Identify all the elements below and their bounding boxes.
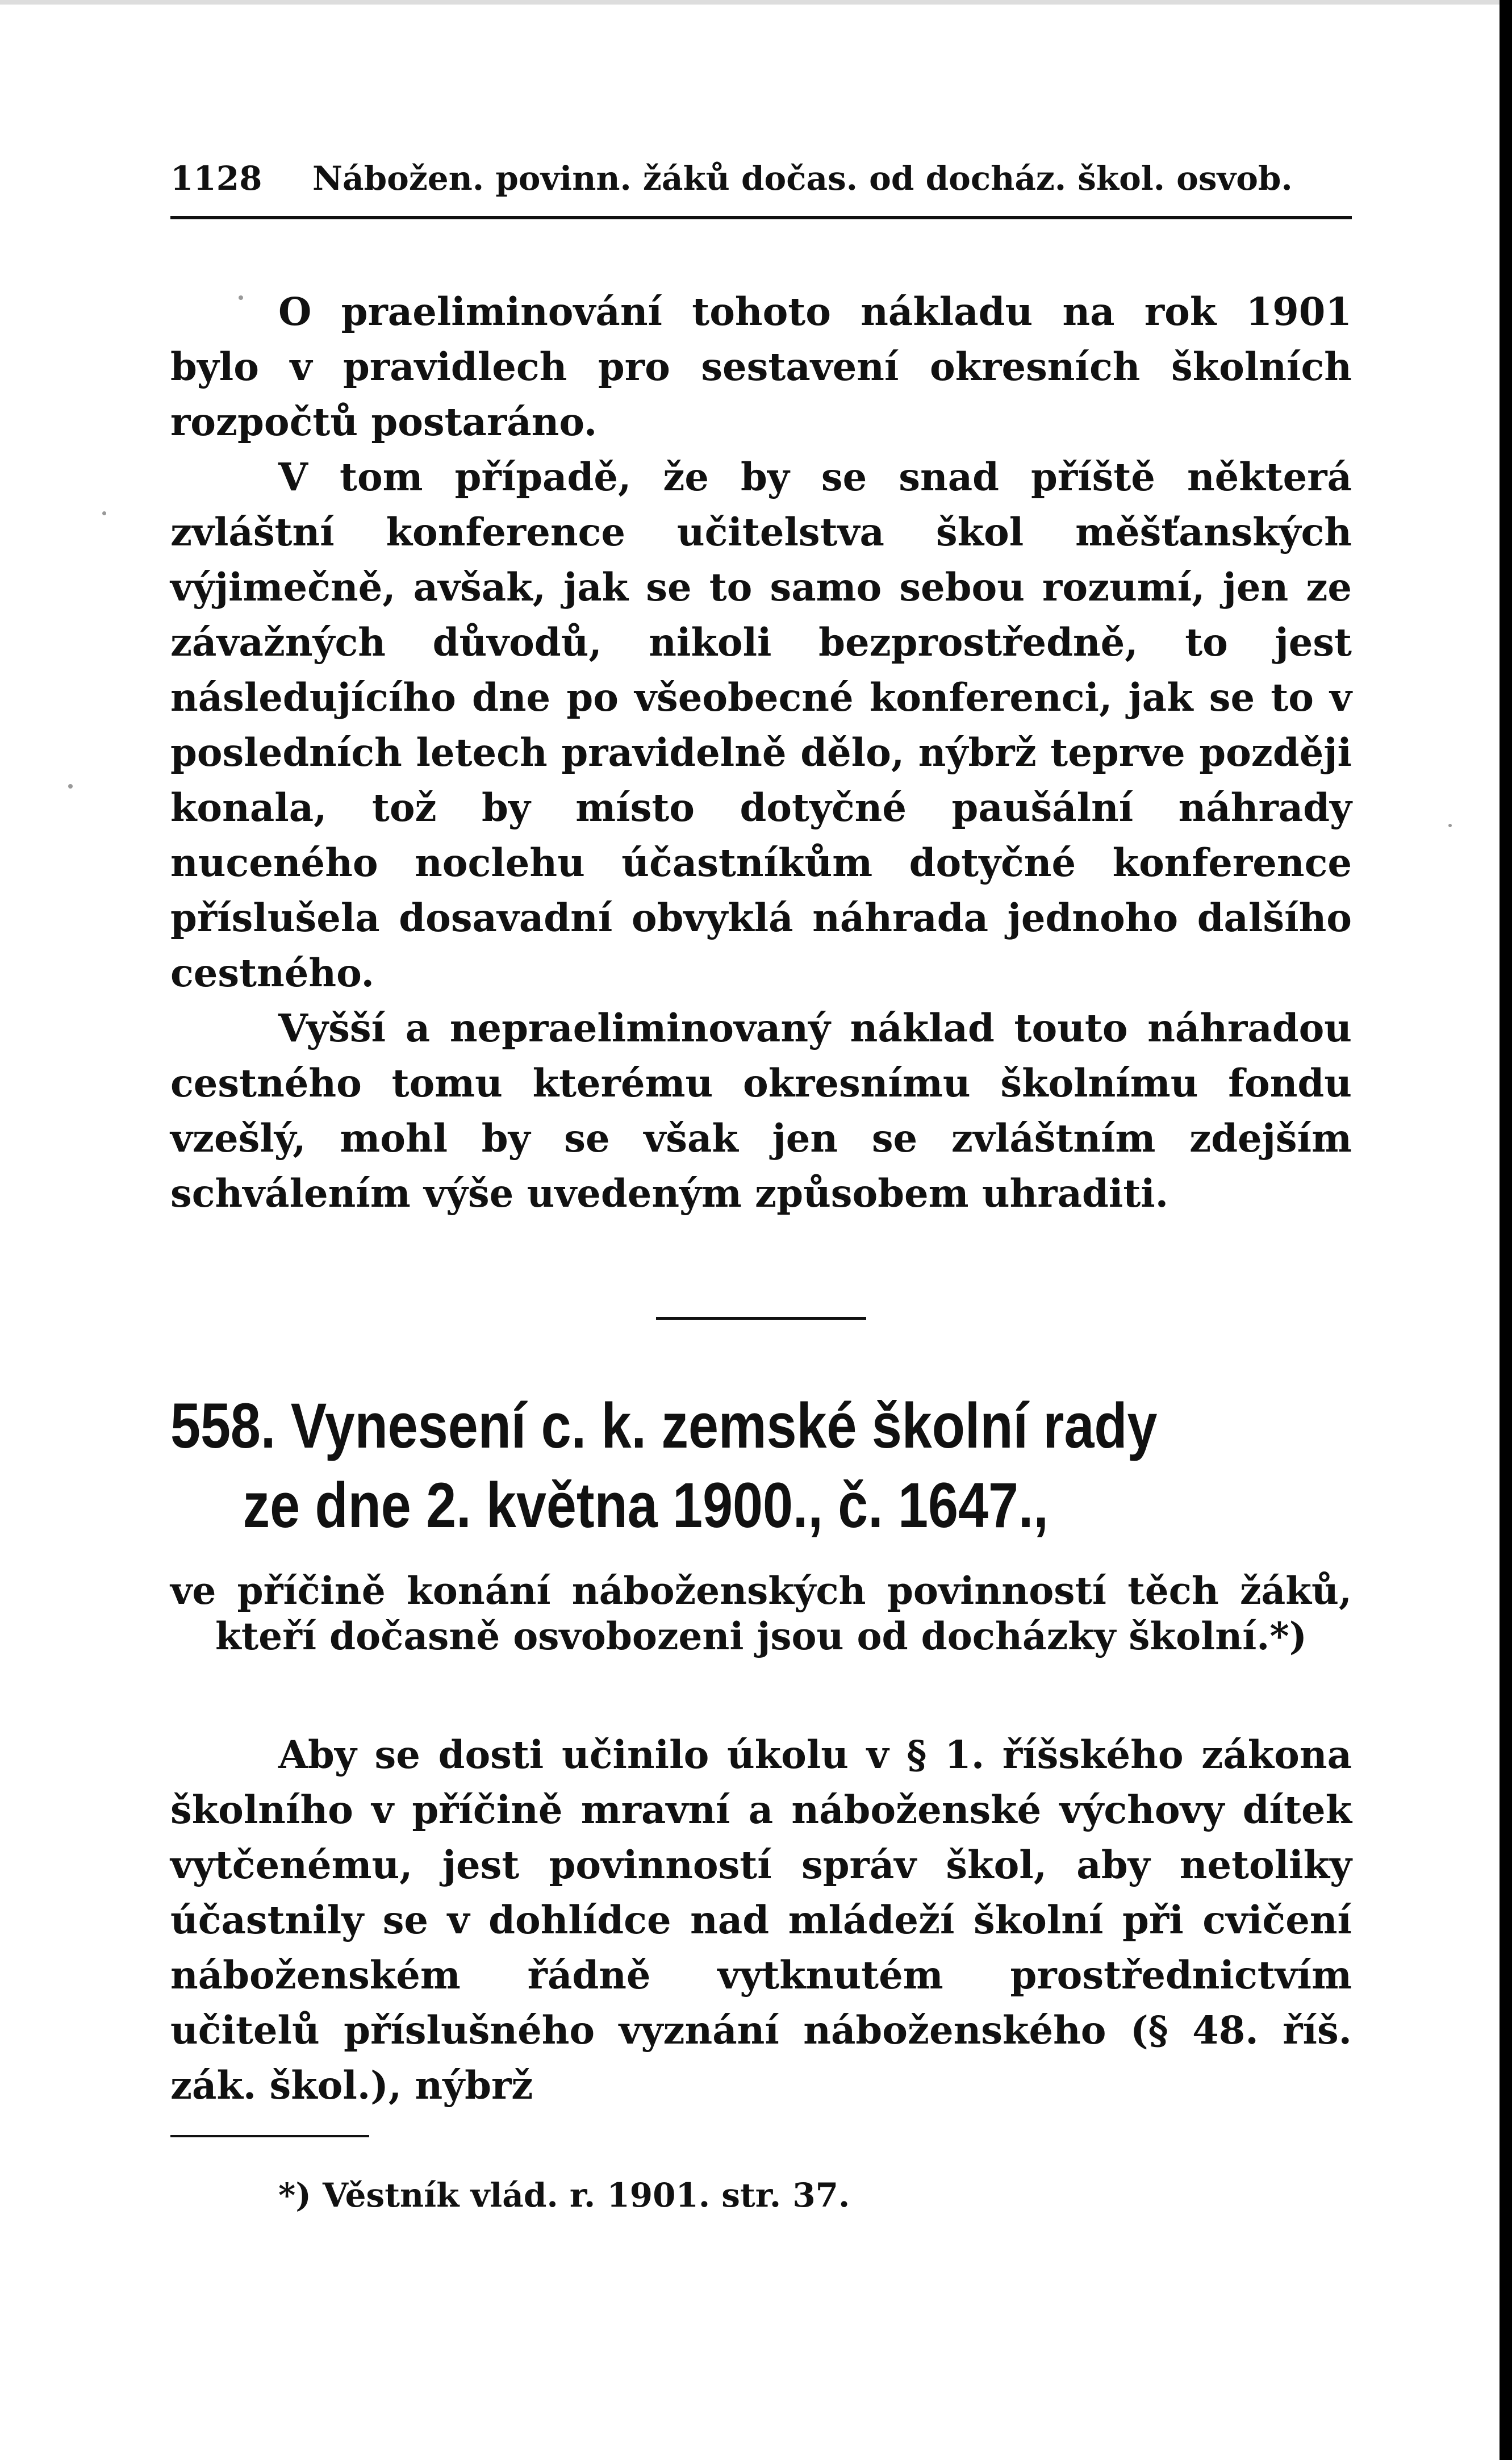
header-rule <box>170 216 1352 219</box>
paragraph: V tom případě, že by se snad příště některá zvláštní konference učitelstva škol měšťanských výjimečně, avšak, jak se to samo sebou rozumí, jen ze závažných důvodů, nikoli bezprostředně, to jest následujícího dne po všeobecné konferenci, jak se to v posledních letech pravidelně dělo, nýbrž teprve později konala, tož by místo dotyčné paušální náhrady nuceného noclehu účastníkům dotyčné konference příslušela dosavadní obvyklá náhrada jednoho dalšího cestného. <box>170 455 1352 995</box>
scan-speck <box>68 784 73 789</box>
paragraph: Aby se dosti učinilo úkolu v § 1. říšského zákona školního v příčině mravní a náboženské výchovy dítek vytčenému, jest povinností správ škol, aby netoliky účastnily se v dohlídce nad mládeží školní při cvičení náboženském řádně vytknutém prostřednictvím učitelů příslušného vyznání náboženského (§ 48. říš. zák. škol.), nýbrž <box>170 1732 1352 2108</box>
text-block-bottom <box>170 1727 1352 2113</box>
running-header <box>170 159 1352 205</box>
paragraph: Vyšší a nepraeliminovaný náklad touto náhradou cestného tomu kterému okresnímu školnímu fondu vzešlý, mohl by se však jen se zvláštním zdejším schválením výše uvedeným způsobem uhraditi. <box>170 1006 1352 1216</box>
section-divider <box>656 1317 866 1320</box>
footnote-rule <box>170 2135 369 2137</box>
scan-speck <box>102 511 106 515</box>
document-page <box>170 0 1352 2460</box>
paragraph: O praeliminování tohoto nákladu na rok 1901 bylo v pravidlech pro sestavení okresních školních rozpočtů postaráno. <box>170 289 1352 444</box>
running-title: Nábožen. povinn. žáků dočas. od docház. škol. osvob. <box>312 159 1293 198</box>
scan-speck <box>1448 824 1452 827</box>
page-right-edge <box>1500 0 1512 2460</box>
scan-speck <box>239 295 243 300</box>
section-heading <box>170 1386 1352 1545</box>
section-subheading: ve příčině konání náboženských povinností těch žáků, kteří dočasně osvobozeni jsou od docházky školní.*) <box>170 1569 1352 1658</box>
footnote: *) Věstník vlád. r. 1901. str. 37. <box>278 2176 850 2215</box>
heading-line-2: ze dne 2. května 1900., č. 1647., <box>243 1470 1049 1541</box>
text-block-top <box>170 284 1352 1221</box>
heading-line-1: 558. Vynesení c. k. zemské školní rady <box>170 1390 1158 1461</box>
page-number: 1128 <box>170 159 262 198</box>
